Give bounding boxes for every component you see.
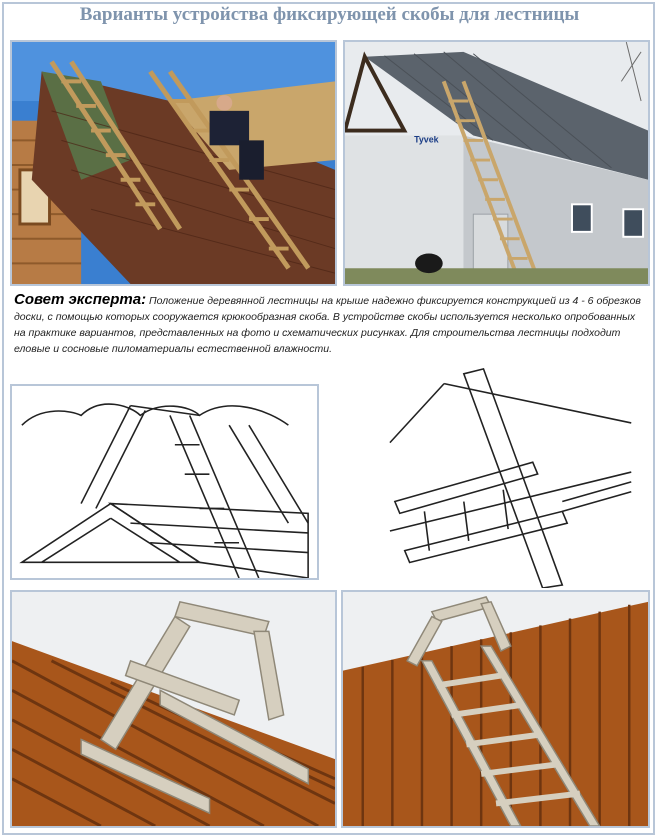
sketch-ladder-hook	[383, 362, 649, 590]
expert-tip	[14, 292, 644, 357]
tyvek-sign-text: Tyvek	[414, 134, 439, 145]
render-bracket-closeup	[10, 590, 337, 828]
photo-roof-worker	[10, 40, 337, 286]
expert-tip-text: Положение деревянной лестницы на крыше надежно фиксируется конструкцией из 4 - 6 обрезков доски, с помощью которых сооружается крюкообразная скоба. В устройстве скобы используется несколько опробованных на практике вариантов, представленных на фото и схематических рисунках. Для строительства лестницы подходит еловые и сосновые пиломатериалы естественной влажности.	[14, 295, 641, 355]
render-ladder-on-roof	[341, 590, 650, 828]
photo-building-ladder	[343, 40, 650, 286]
expert-tip-heading: Совет эксперта:	[14, 291, 147, 308]
page-title: Варианты устройства фиксирующей скобы для лестницы	[79, 4, 580, 25]
sketch-roof-ridge	[10, 384, 319, 580]
